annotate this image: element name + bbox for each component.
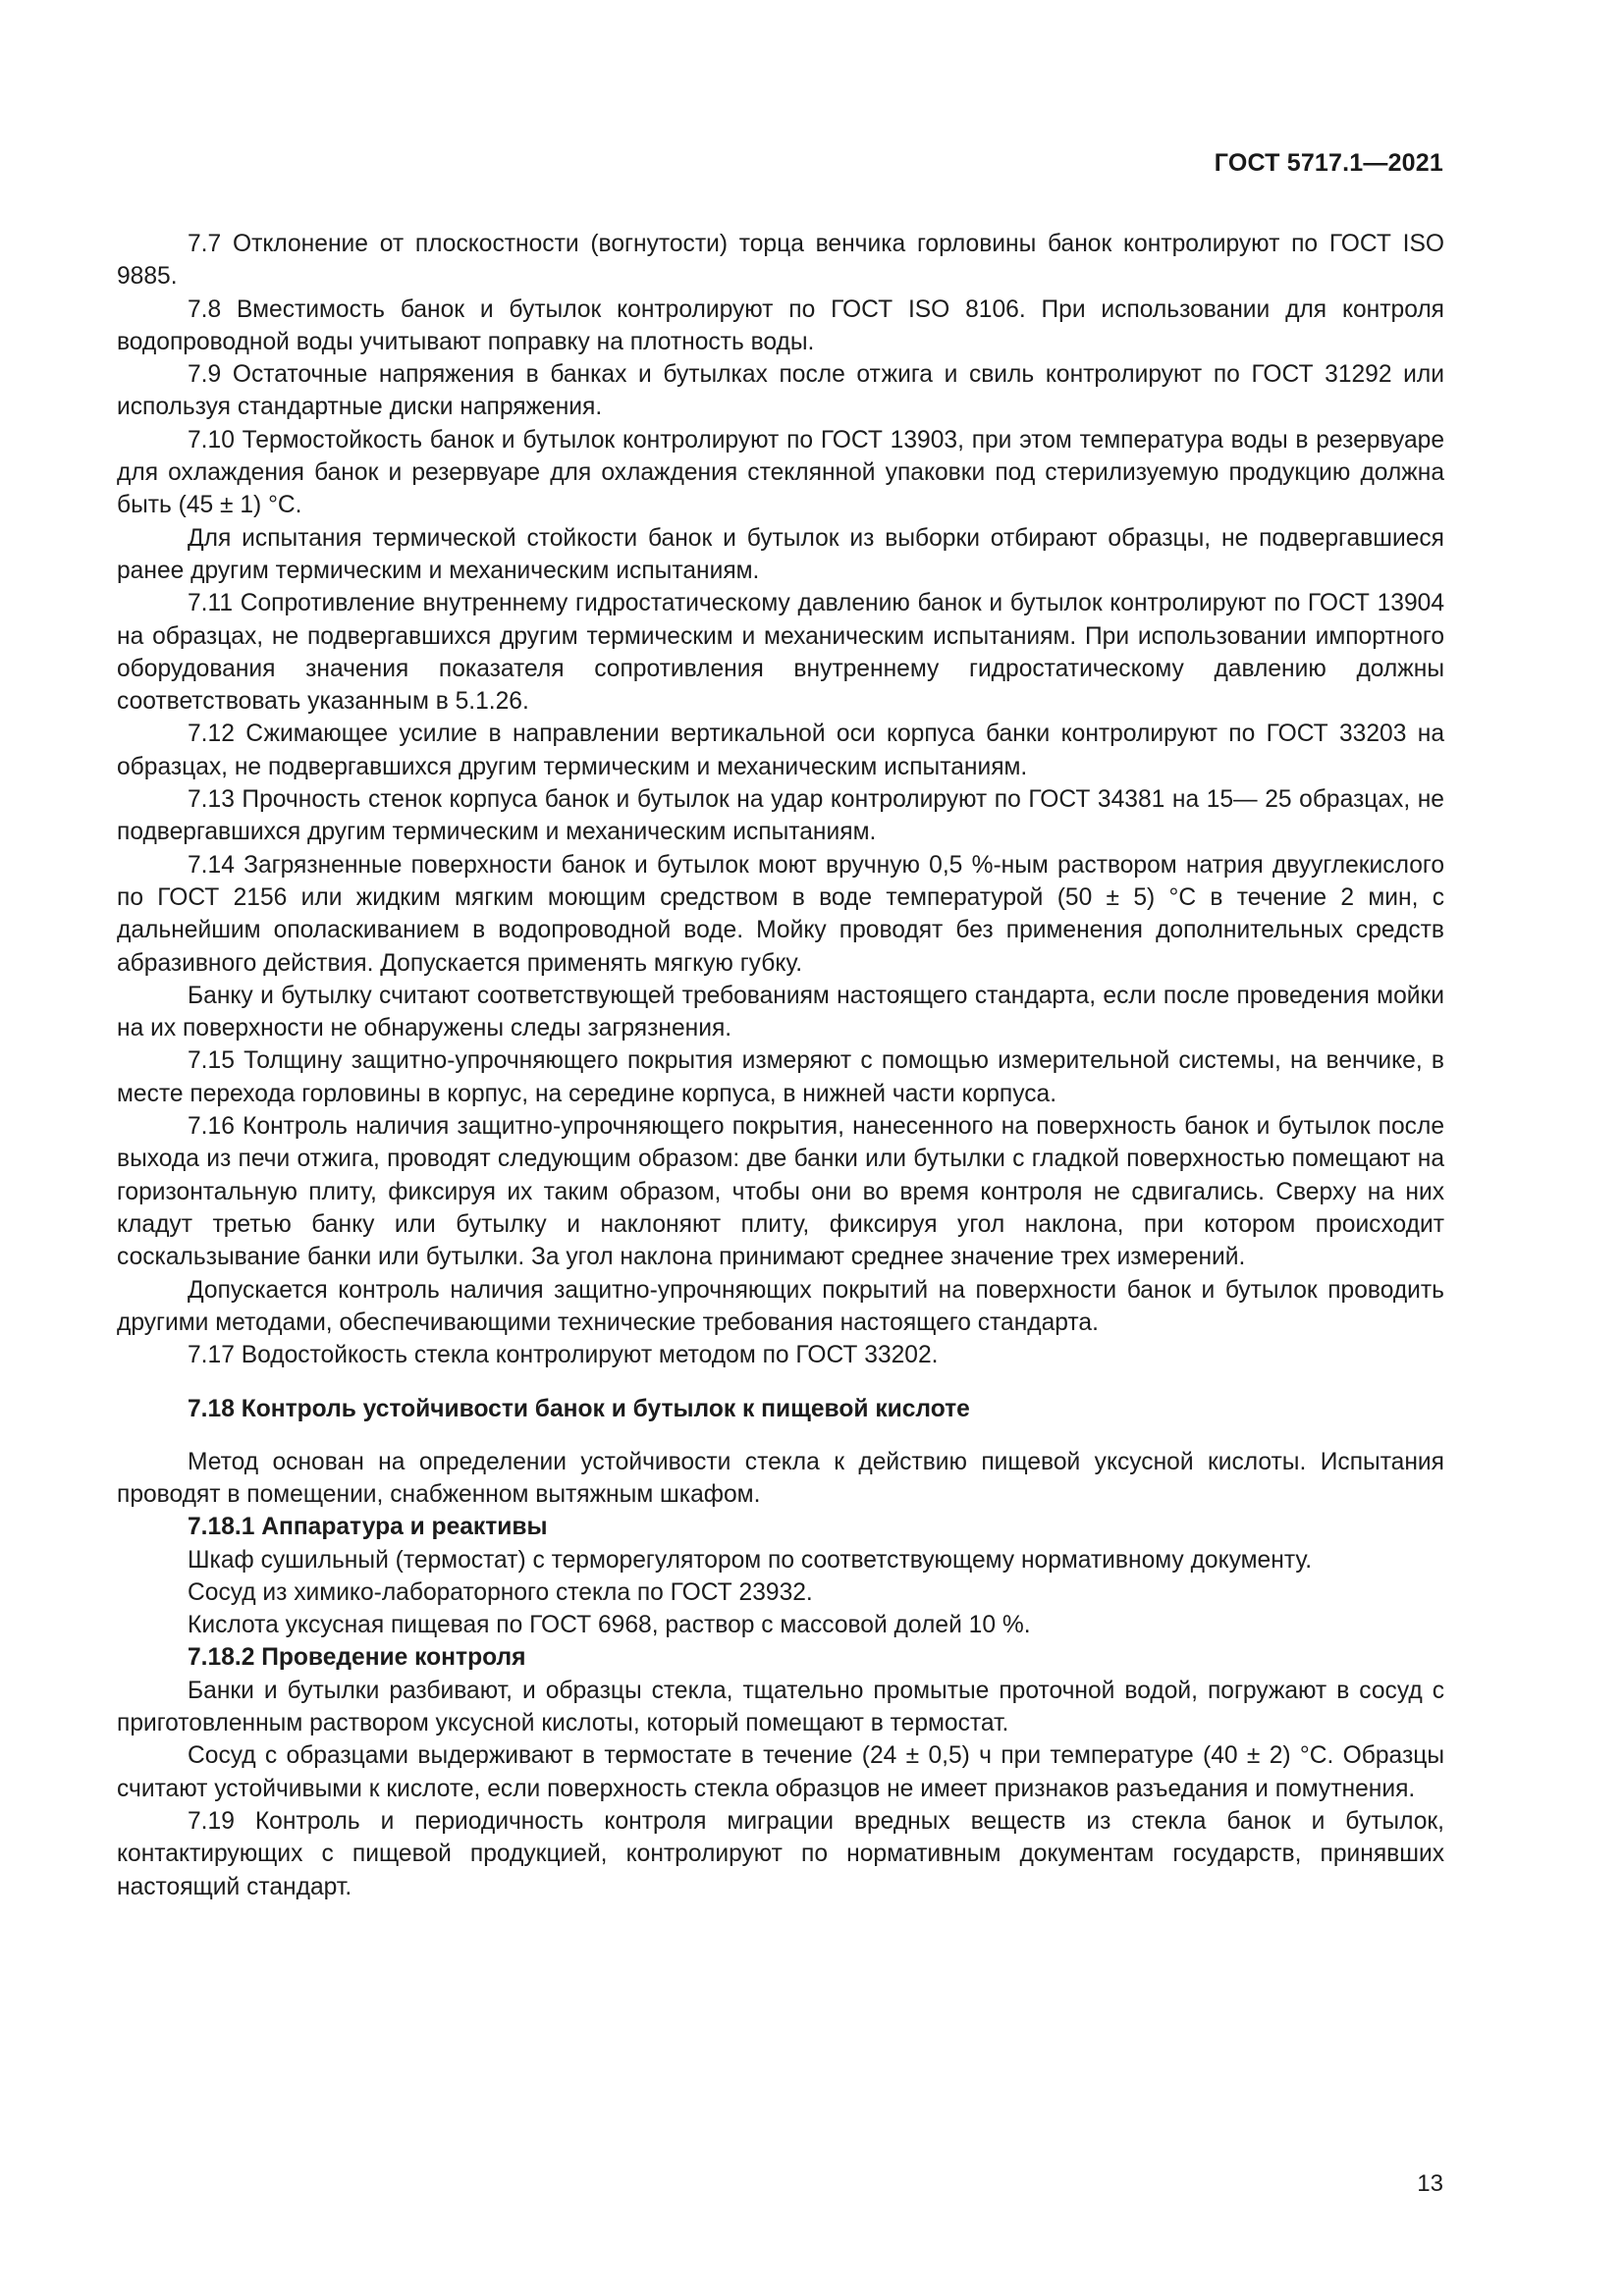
equipment-item: Кислота уксусная пищевая по ГОСТ 6968, раствор с массовой долей 10 %. [188,1612,1031,1639]
paragraph-7-9: 7.9 Остаточные напряжения в банках и бутылках после отжига и свиль контролируют по ГОСТ 31292 или используя стандартные диски напряжения. [117,361,1444,421]
page-body [117,228,1444,1903]
equipment-item: Шкаф сушильный (термостат) с терморегулятором по соответствующему нормативному документу. [188,1546,1313,1574]
section-7-18-intro: Метод основан на определении устойчивости стекла к действию пищевой уксусной кислоты. Испытания проводят в помещении, снабженном вытяжным шкафом. [117,1448,1444,1508]
equipment-item: Сосуд из химико-лабораторного стекла по ГОСТ 23932. [188,1578,813,1606]
page-number: 13 [1417,2170,1443,2197]
section-7-18-heading: 7.18 Контроль устойчивости банок и бутылок к пищевой кислоте [188,1396,970,1423]
paragraph-7-16-note: Допускается контроль наличия защитно-упрочняющих покрытий на поверхности банок и бутылок проводить другими методами, обеспечивающими технические требования настоящего стандарта. [117,1276,1444,1336]
procedure-paragraph: Сосуд с образцами выдерживают в термостате в течение (24 ± 0,5) ч при температуре (40 ± 2) °С. Образцы считают устойчивыми к кислоте, если поверхность стекла образцов не имеет признаков разъедания и помутнения. [117,1742,1444,1802]
paragraph-7-7: 7.7 Отклонение от плоскостности (вогнутости) торца венчика горловины банок контролируют по ГОСТ ISO 9885. [117,231,1444,291]
paragraph-7-14: 7.14 Загрязненные поверхности банок и бутылок моют вручную 0,5 %-ным раствором натрия двууглекислого по ГОСТ 2156 или жидким мягким моющим средством в воде температурой (50 ± 5) °С в течение 2 мин, с дальнейшим ополаскиванием в водопроводной воде. Мойку проводят без применения дополнительных средств абразивного действия. Допускается применять мягкую губку. [117,851,1444,977]
paragraph-7-19: 7.19 Контроль и периодичность контроля миграции вредных веществ из стекла банок и бутылок, контактирующих с пищевой продукцией, контролируют по нормативным документам государств, принявших настоящий стандарт. [117,1807,1444,1900]
standard-designation: ГОСТ 5717.1—2021 [1214,149,1443,177]
paragraph-7-16: 7.16 Контроль наличия защитно-упрочняющего покрытия, нанесенного на поверхность банок и бутылок после выхода из печи отжига, проводят следующим образом: две банки или бутылки с гладкой поверхностью помещают на горизонтальную плиту, фиксируя их таким образом, чтобы они во время контроля не сдвигались. Сверху на них кладут третью банку или бутылку и наклоняют плиту, фиксируя угол наклона, при котором происходит соскальзывание банки или бутылки. За угол наклона принимают среднее значение трех измерений. [117,1113,1444,1271]
procedure-paragraph: Банки и бутылки разбивают, и образцы стекла, тщательно промытые проточной водой, погружают в сосуд с приготовленным раствором уксусной кислоты, который помещают в термостат. [117,1677,1444,1737]
section-7-18-1-heading: 7.18.1 Аппаратура и реактивы [188,1514,548,1541]
paragraph-7-12: 7.12 Сжимающее усилие в направлении вертикальной оси корпуса банки контролируют по ГОСТ 33203 на образцах, не подвергавшихся другим термическим и механическим испытаниям. [117,721,1444,780]
paragraph-7-10: 7.10 Термостойкость банок и бутылок контролируют по ГОСТ 13903, при этом температура воды в резервуаре для охлаждения банок и резервуаре для охлаждения стеклянной упаковки под стерилизуемую продукцию должна быть (45 ± 1) °С. [117,426,1444,519]
paragraph-7-11: 7.11 Сопротивление внутреннему гидростатическому давлению банок и бутылок контролируют по ГОСТ 13904 на образцах, не подвергавшихся другим термическим и механическим испытаниям. При использовании импортного оборудования значения показателя сопротивления внутреннему гидростатическому давлению должны соответствовать указанным в 5.1.26. [117,590,1444,716]
section-7-18-2-heading: 7.18.2 Проведение контроля [188,1644,526,1672]
paragraph-7-15: 7.15 Толщину защитно-упрочняющего покрытия измеряют с помощью измерительной системы, на венчике, в месте перехода горловины в корпус, на середине корпуса, в нижней части корпуса. [117,1047,1444,1107]
paragraph-7-13: 7.13 Прочность стенок корпуса банок и бутылок на удар контролируют по ГОСТ 34381 на 15— 25 образцах, не подвергавшихся другим термическим и механическим испытаниям. [117,786,1444,846]
paragraph-7-8: 7.8 Вместимость банок и бутылок контролируют по ГОСТ ISO 8106. При использовании для контроля водопроводной воды учитывают поправку на плотность воды. [117,295,1444,355]
paragraph-7-17: 7.17 Водостойкость стекла контролируют методом по ГОСТ 33202. [188,1342,939,1369]
paragraph-7-10-note: Для испытания термической стойкости банок и бутылок из выборки отбирают образцы, не подвергавшиеся ранее другим термическим и механическим испытаниям. [117,524,1444,584]
paragraph-7-14-note: Банку и бутылку считают соответствующей требованиям настоящего стандарта, если после проведения мойки на их поверхности не обнаружены следы загрязнения. [117,982,1444,1042]
